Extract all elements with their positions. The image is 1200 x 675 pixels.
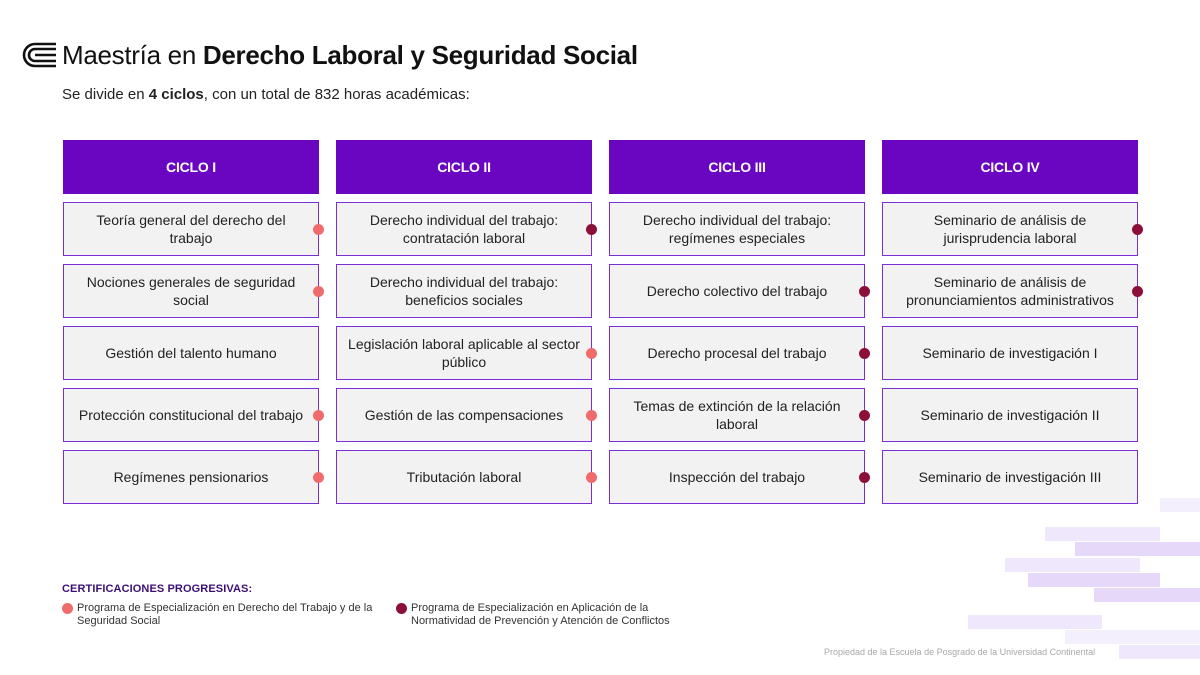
course-name: Gestión de las compensaciones	[364, 407, 564, 423]
cycle-header: CICLO I	[63, 140, 319, 194]
course-box	[63, 388, 319, 442]
course-name: Derecho colectivo del trabajo	[646, 283, 828, 299]
course-box	[609, 388, 865, 442]
certification-dot-icon	[313, 472, 324, 483]
course-box	[882, 326, 1138, 380]
certification-text: Programa de Especialización en Derecho del Trabajo y de la Seguridad Social	[77, 602, 373, 627]
certification-dot-icon	[586, 472, 597, 483]
decorative-stripe	[1028, 573, 1160, 587]
course-name: Seminario de investigación III	[918, 469, 1102, 485]
cycle-column	[882, 140, 1138, 504]
decorative-stripe	[1119, 645, 1200, 659]
course-box	[609, 450, 865, 504]
decorative-stripe	[1045, 527, 1160, 541]
certification-text: Programa de Especialización en Aplicación de la Normatividad de Prevención y Atención de Conflictos	[411, 602, 670, 627]
course-box	[336, 264, 592, 318]
decorative-stripe	[1160, 498, 1200, 512]
course-box	[336, 326, 592, 380]
certification-dot-icon	[313, 286, 324, 297]
course-name: Seminario de análisis de pronunciamientos administrativos	[906, 274, 1114, 308]
certification-dot-icon	[859, 348, 870, 359]
course-box	[63, 326, 319, 380]
cycle-header: CICLO III	[609, 140, 865, 194]
decorative-stripe	[1065, 630, 1200, 644]
course-box	[609, 264, 865, 318]
course-box	[882, 202, 1138, 256]
cycle-header: CICLO II	[336, 140, 592, 194]
course-box	[882, 450, 1138, 504]
cycle-column	[63, 140, 319, 504]
certification-legend-item	[396, 602, 711, 628]
course-name: Temas de extinción de la relación laboral	[633, 398, 841, 432]
course-name: Derecho individual del trabajo: regímenes especiales	[642, 212, 832, 246]
certification-dot-icon	[859, 286, 870, 297]
course-name: Legislación laboral aplicable al sector público	[348, 336, 580, 370]
course-name: Nociones generales de seguridad social	[86, 274, 296, 308]
course-name: Seminario de investigación I	[922, 345, 1098, 361]
certification-dot-icon	[313, 410, 324, 421]
course-box	[882, 388, 1138, 442]
course-name: Tributación laboral	[406, 469, 522, 485]
cert-dot-icon	[62, 603, 73, 614]
decorative-stripe	[1075, 542, 1200, 556]
certification-dot-icon	[859, 410, 870, 421]
decorative-stripe	[1005, 558, 1140, 572]
course-name: Seminario de investigación II	[920, 407, 1100, 423]
cycle-column	[609, 140, 865, 504]
course-name: Regímenes pensionarios	[113, 469, 269, 485]
decorative-stripe	[1094, 588, 1200, 602]
course-name: Seminario de análisis de jurisprudencia laboral	[933, 212, 1087, 246]
course-box	[336, 202, 592, 256]
cycle-column	[336, 140, 592, 504]
certification-legend-item	[62, 602, 377, 628]
course-box	[336, 450, 592, 504]
page-subtitle: Se divide en 4 ciclos, con un total de 832 horas académicas:	[62, 86, 470, 103]
course-name: Inspección del trabajo	[668, 469, 806, 485]
course-name: Protección constitucional del trabajo	[78, 407, 304, 423]
course-name: Derecho individual del trabajo: contratación laboral	[369, 212, 559, 246]
course-box	[336, 388, 592, 442]
course-name: Gestión del talento humano	[105, 345, 277, 361]
cert-dot-icon	[396, 603, 407, 614]
certification-dot-icon	[313, 224, 324, 235]
course-box	[609, 326, 865, 380]
course-box	[63, 202, 319, 256]
cycle-header: CICLO IV	[882, 140, 1138, 194]
course-box	[609, 202, 865, 256]
university-logo-icon	[22, 42, 58, 68]
course-name: Teoría general del derecho del trabajo	[96, 212, 286, 246]
course-box	[63, 264, 319, 318]
certification-dot-icon	[1132, 286, 1143, 297]
certification-dot-icon	[1132, 224, 1143, 235]
decorative-stripe	[968, 615, 1102, 629]
certification-dot-icon	[586, 410, 597, 421]
course-name: Derecho individual del trabajo: beneficios sociales	[369, 274, 559, 308]
course-box	[882, 264, 1138, 318]
course-box	[63, 450, 319, 504]
certification-dot-icon	[586, 348, 597, 359]
certifications-title: CERTIFICACIONES PROGRESIVAS:	[62, 583, 253, 595]
page-title: Maestría en Derecho Laboral y Seguridad Social	[62, 40, 638, 70]
course-name: Derecho procesal del trabajo	[647, 345, 827, 361]
certification-dot-icon	[859, 472, 870, 483]
certification-dot-icon	[586, 224, 597, 235]
footer-note: Propiedad de la Escuela de Posgrado de la Universidad Continental	[824, 647, 1096, 657]
